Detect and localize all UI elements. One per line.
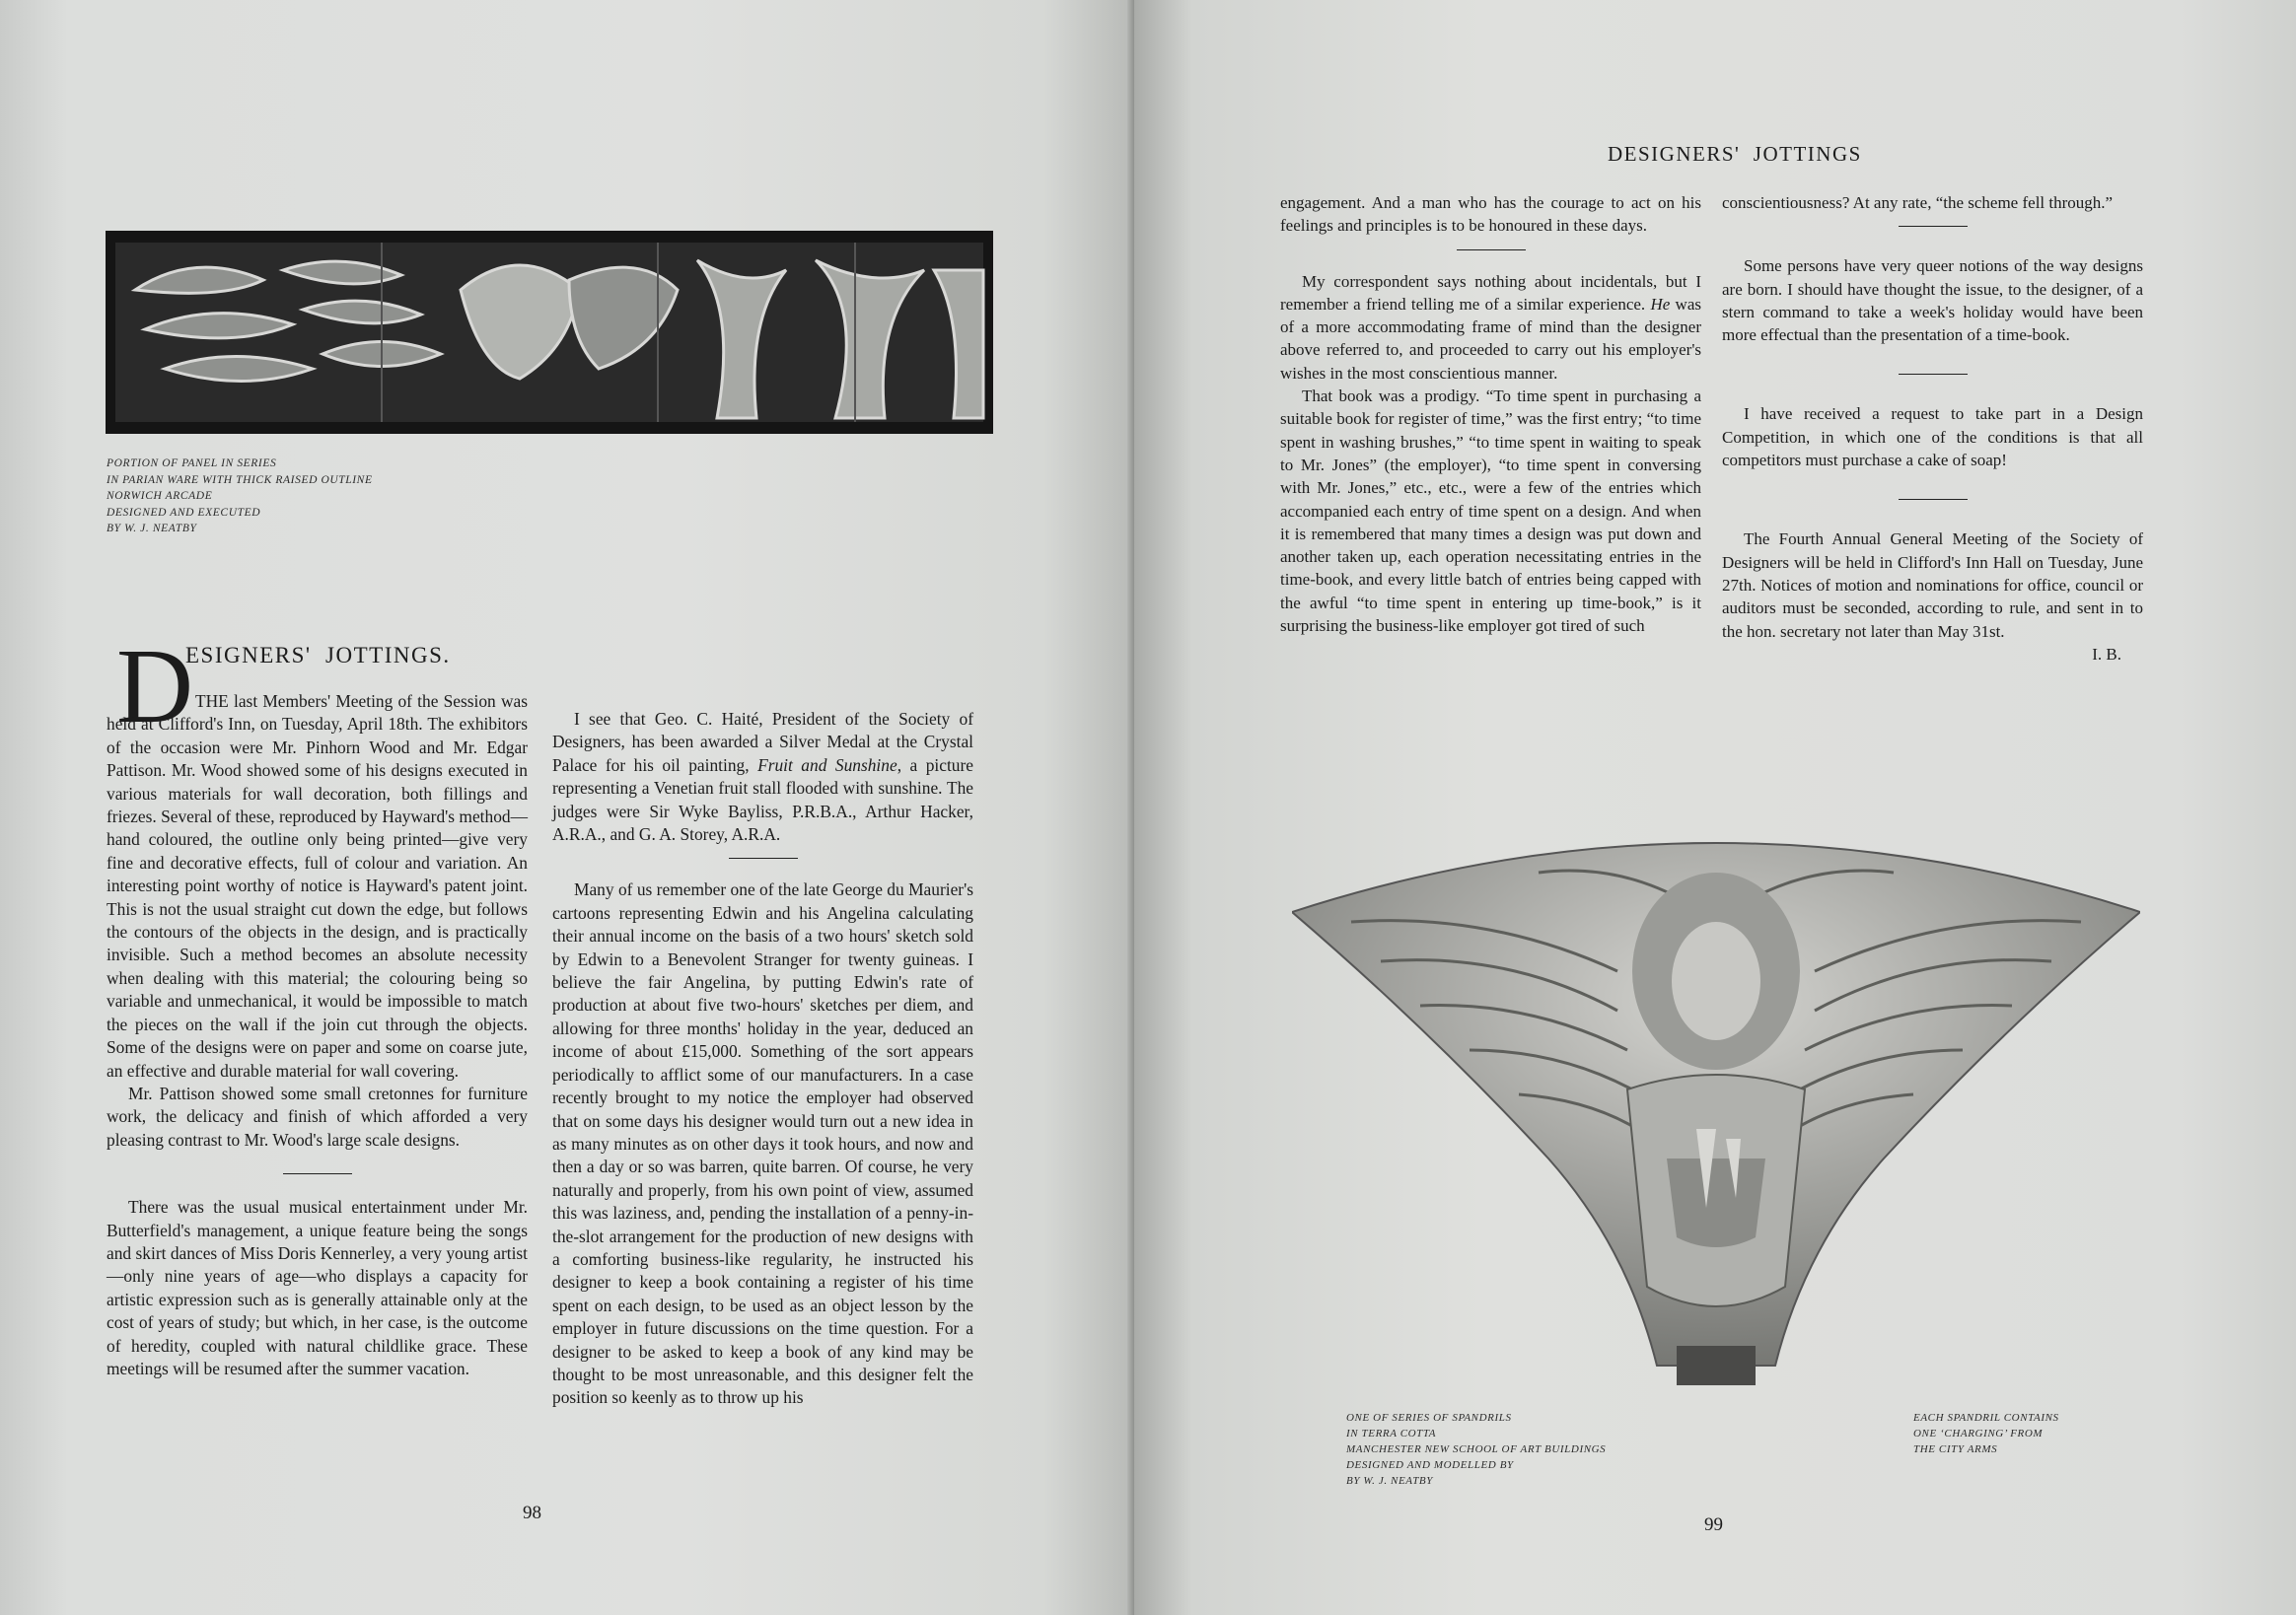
right-column-2	[1722, 191, 2143, 666]
section-divider	[1899, 226, 1968, 227]
text: My correspondent says nothing about incidentals, but I remember a friend telling me of a similar experience.	[1280, 271, 1701, 314]
frieze-caption	[107, 456, 373, 537]
paragraph: Many of us remember one of the late George du Maurier's cartoons representing Edwin and his Angelina calculating their annual income on the basis of a two hours' sketch sold by Edwin to a Benevolent Stranger for twenty guineas. I believe the fair Angelina, by putting Edwin's rate of production at about five two-hours' sketches per diem, and allowing for three months' holiday in the year, deduced an income of about £15,000. Something of the sort appears periodically to afflict some of our manufacturers. In a case recently brought to my notice the employer had observed that on some days his designer would turn out a new idea in as many minutes as on other days it took hours, and now and then a day or so was barren, quite barren. Of course, he very naturally and properly, from his own point of view, assumed this was laziness, and, pending the installation of a penny-in-the-slot arrangement for the production of new designs with a comforting business-like regularity, he instructed his designer to keep a book containing a register of his time spent on each design, to be used as an object lesson by the employer in future discussions on the time question. For a designer to be asked to keep a book of any kind may be thought to be most unreasonable, and this designer felt the position so keenly as to throw up his	[552, 879, 973, 1408]
left-page	[0, 0, 1134, 1615]
painting-title: Fruit and Sunshine	[757, 754, 897, 775]
frieze-illustration	[106, 231, 993, 434]
section-divider	[1457, 249, 1526, 250]
paragraph: I have received a request to take part in a Design Competition, in which one of the conditions is that all competitors must purchase a cake of soap!	[1722, 404, 2143, 470]
caption-line: ONE OF SERIES OF SPANDRILS	[1346, 1412, 1512, 1424]
caption-line: NORWICH ARCADE	[107, 490, 213, 503]
caption-line: THE CITY ARMS	[1913, 1443, 1998, 1455]
left-column-2	[552, 708, 973, 1410]
paragraph: The Fourth Annual General Meeting of the Society of Designers will be held in Clifford's Inn Hall on Tuesday, June 27th. Notices of motion and nominations for office, council or auditors must be seconded, according to rule, and sent in to the hon. secretary not later than May 31st.	[1722, 529, 2143, 641]
article-title: ESIGNERS' JOTTINGS.	[185, 643, 451, 667]
paragraph: engagement. And a man who has the courage to act on his feelings and principles is to be honoured in these days.	[1280, 193, 1701, 236]
caption-line: BY W. J. NEATBY	[107, 523, 197, 535]
caption-line: EACH SPANDRIL CONTAINS	[1913, 1412, 2059, 1424]
text: , a picture representing a Venetian fruit stall flooded with sunshine. The judges were Sir Wyke Bayliss, P.R.B.A., Arthur Hacker, A.R.A., and G. A. Storey, A.R.A.	[552, 754, 974, 845]
section-divider	[1899, 374, 1968, 375]
section-divider	[283, 1173, 352, 1174]
caption-line: DESIGNED AND EXECUTED	[107, 506, 261, 519]
caption-line: MANCHESTER NEW SCHOOL OF ART BUILDINGS	[1346, 1443, 1607, 1455]
paragraph: conscientiousness? At any rate, “the scheme fell through.”	[1722, 193, 2114, 212]
paragraph: There was the usual musical entertainment under Mr. Butterfield's management, a unique feature being the songs and skirt dances of Miss Doris Kennerley, a very young artist—only nine years of age—who displays a capacity for artistic expression such as is generally attainable only at the cost of years of study; but which, in her case, is the outcome of heredity, coupled with natural childlike grace. These meetings will be resumed after the summer vacation.	[107, 1197, 528, 1378]
section-divider	[729, 858, 798, 859]
paragraph: Some persons have very queer notions of the way designs are born. I should have thought the issue, to the designer, of a stern command to take a week's holiday would have been more effectual than the presentation of a time-book.	[1722, 256, 2143, 345]
caption-line: IN PARIAN WARE WITH THICK RAISED OUTLINE	[107, 473, 373, 486]
page-number: 98	[523, 1503, 541, 1523]
caption-line: ONE ‘CHARGING’ FROM	[1913, 1428, 2044, 1439]
spandril-caption-right	[1913, 1410, 2059, 1457]
paragraph: Mr. Pattison showed some small cretonnes for furniture work, the delicacy and finish of which afforded a very pleasing contrast to Mr. Wood's large scale designs.	[107, 1083, 528, 1150]
drop-cap: D	[116, 628, 193, 745]
emphasis: He	[1650, 294, 1671, 314]
caption-line: IN TERRA COTTA	[1346, 1428, 1437, 1439]
author-signature: I. B.	[2092, 644, 2121, 664]
section-divider	[1899, 499, 1968, 500]
page-number: 99	[1704, 1514, 1723, 1535]
left-column-1	[107, 690, 528, 1380]
right-page	[1134, 0, 2296, 1615]
paragraph: That book was a prodigy. “To time spent in purchasing a suitable book for register of time,” was the first entry; “to time spent in washing brushes,” “to time spent in waiting to speak to Mr. Jones” (the employer), “to time spent in conversing with Mr. Jones,” etc., etc., were a few of the entries which accompanied each entry of time spent on a design. And when it is remembered that many times a design was put down and another taken up, each operation necessitating entries in the time-book, and every little batch of entries being capped with the awful “to time spent in entering up time-book,” is it surprising the business-like employer got tired of such	[1280, 386, 1701, 636]
text: I see that Geo. C. Haité, President of the Society of Designers, has been awarded a Silver Medal at the Crystal Palace for his oil painting,	[552, 709, 973, 775]
caption-line: DESIGNED AND MODELLED BY	[1346, 1459, 1514, 1471]
running-head: DESIGNERS' JOTTINGS	[1608, 142, 1862, 166]
paragraph	[552, 708, 973, 846]
paragraph: THE last Members' Meeting of the Session was held at Clifford's Inn, on Tuesday, April 18th. The exhibitors of the occasion were Mr. Pinhorn Wood and Mr. Edgar Pattison. Mr. Wood showed some of his designs executed in various materials for wall decoration, both fillings and friezes. Several of these, reproduced by Hayward's method—hand coloured, the outline only being printed—give very fine and decorative effects, full of colour and variation. An interesting point worthy of notice is Hayward's patent joint. This is not the usual straight cut down the edge, but follows the contours of the objects in the design, and is practically invisible. Such a method becomes an absolute necessity when dealing with this material; the colouring being so variable and unmechanical, it would be impossible to match the pieces on the wall if the join cut through the objects. Some of the designs were on paper and some on coarse jute, an effective and durable material for wall covering.	[107, 691, 528, 1081]
spandril-caption-left	[1346, 1410, 1606, 1489]
caption-line: BY W. J. NEATBY	[1346, 1475, 1433, 1487]
paragraph	[1280, 270, 1701, 385]
caption-line: PORTION OF PANEL IN SERIES	[107, 457, 277, 469]
spandril-illustration	[1292, 833, 2140, 1405]
right-column-1	[1280, 191, 1701, 637]
text: was of a more accommodating frame of mind than the designer above referred to, and proceeded to carry out his employer's wishes in the most conscientious manner.	[1280, 294, 1701, 383]
